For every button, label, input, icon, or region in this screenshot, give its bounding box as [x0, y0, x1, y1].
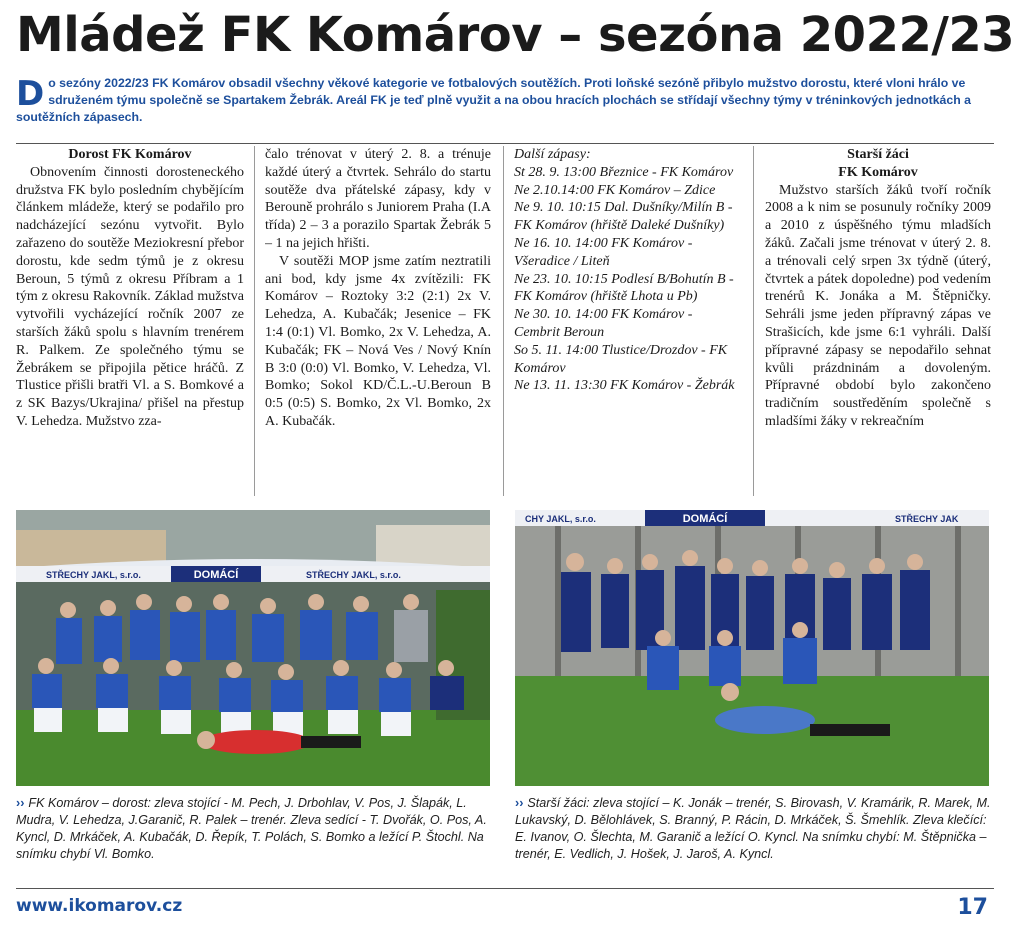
banner-left: STŘECHY JAKL, s.r.o. — [46, 570, 141, 580]
team-photo-zaci-illustration — [515, 510, 989, 786]
column-divider — [503, 146, 504, 496]
match-item: So 5. 11. 14:00 Tlustice/Drozdov - FK Komárov — [514, 342, 728, 376]
dorost-p2: V soutěži MOP jsme zatím neztratili ani bod, kdy jsme 4x zvítězili: FK Komárov – Roztoky 3:2 (2:1) 2x V. Lehedza, A. Kubačák; Jesenice – FK 1:4 (0:1) Vl. Bomko, 2x V. Lehedza, A. Kubačák; FK – Nová Ves / Nový Knín B 3:0 (0:0) Vl. Bomko, V. Lehedza, Vl. Bomko; Sokol KD/Č.L.-U.Beroun B 0:5 (0:5) S. Bomko, 2x Vl. Bomko, 2x A. Kubačák. — [265, 253, 491, 429]
match-item: Ne 13. 11. 13:30 FK Komárov - Žebrák — [514, 378, 735, 394]
team-photo-dorost-illustration — [16, 510, 490, 786]
footer-url-link[interactable]: www.ikomarov.cz — [16, 896, 183, 916]
match-item: Ne 9. 10. 10:15 Dal. Dušníky/Milín B - FK Komárov (hřiště Daleké Dušníky) — [514, 200, 733, 234]
caption-zaci-text: Starší žáci: zleva stojící – K. Jonák – trenér, S. Birovash, V. Kramárik, R. Marek, M. Lukavský, D. Bělohlávek, S. Branný, P. Rácin, D. Mrkáček, Š. Šmehlík. Zleva klečící: E. Ivanov, O. Šlechta, M. Garanič a ležící O. Kyncl. Na snímku chybí: M. Štěpnička – trenér, E. Vedlich, J. Hošek, J. Jaroš, A. Kyncl. — [515, 796, 991, 861]
top-divider — [16, 143, 994, 144]
column-divider — [753, 146, 754, 496]
team-photo-zaci — [515, 510, 989, 786]
banner-center: DOMÁCÍ — [682, 513, 728, 525]
drop-cap: D — [16, 74, 45, 114]
zaci-p1: Mužstvo starších žáků tvoří ročník 2008 a k nim se posunuly ročníky 2009 a 2010 z úspěšného týmu mladších žáků. Začali jsme trénovat v úterý 2. 8. a trénovali celý srpen 3x týdně (úterý, čtvrtek a pátek dopoledne) pod vedením trenérů K. Jonáka a M. Štěpničky. Sehráli jsme jeden přípravný zápas ve Strašicích, kde jsme 6:1 vyhráli. Další přípravné zápasy se nepodařilo sehnat kvůli prázdninám a dovoleným. Přípravné období bylo zakončeno tradičním soustředěním společně s mladšími žáky v rekreačním — [765, 182, 991, 429]
banner-right: STŘECHY JAK — [895, 514, 959, 524]
match-item: Ne 2.10.14:00 FK Komárov – Zdice — [514, 182, 716, 198]
caption-arrows-icon: ›› — [515, 796, 524, 810]
banner-center: DOMÁCÍ — [193, 569, 239, 581]
lead-text: o sezóny 2022/23 FK Komárov obsadil všechny věkové kategorie ve fotbalových soutěžích. Proti loňské sezóně přibylo mužstvo dorostu, které vloni hrálo ve sdruženém týmu společně se Spartakem Žebrák. Areál FK je teď plně využit a na obou hracích plochách se střídají všechny týmy v tréninkových jednotkách a soutěžních zápasech. — [16, 76, 971, 124]
dorost-heading: Dorost FK Komárov — [68, 147, 192, 162]
match-item: St 28. 9. 13:00 Březnice - FK Komárov — [514, 164, 734, 180]
matches-label: Další zápasy: — [514, 147, 591, 162]
team-photo-dorost — [16, 510, 490, 786]
match-item: Ne 23. 10. 10:15 Podlesí B/Bohutín B - FK Komárov (hřiště Lhota u Pb) — [514, 271, 734, 305]
dorost-column-2-visible — [265, 146, 491, 496]
caption-dorost-text: FK Komárov – dorost: zleva stojící - M. Pech, J. Drbohlav, V. Pos, J. Šlapák, L. Mudra, V. Lehedza, J.Garanič, R. Palek – trenér. Zleva sedící - T. Dvořák, O. Pos, A. Kyncl, D. Mrkáček, A. Kubačák, D. Řepík, T. Polách, S. Bomko a ležící P. Štochl. Na snímku chybí Vl. Bomko. — [16, 796, 487, 861]
column-divider — [254, 146, 255, 496]
bottom-divider — [16, 888, 994, 889]
page-number: 17 — [957, 895, 988, 920]
page-title: Mládež FK Komárov – sezóna 2022/23 — [16, 7, 1015, 63]
zaci-heading-2: FK Komárov — [838, 164, 918, 180]
banner-right: STŘECHY JAKL, s.r.o. — [306, 570, 401, 580]
match-item: Ne 16. 10. 14:00 FK Komárov - Všeradice / Liteň — [514, 235, 693, 269]
dorost-p1: Obnovením činnosti dorosteneckého družstva FK bylo posledním chybějícím článkem mládeže, který se podařilo pro nadcházející sezónu vytvořit. Bylo zařazeno do soutěže Meziokresní přebor dorostu, kde sedm týmů je z okresu Beroun, 5 týmů z okresu Příbram a 1 tým z okresu Rakovník. Základ mužstva vytvořili vycházející ročník 2007 ze starších žáků spolu s hlavním trenérem R. Palkem. Ze společného týmu se Žebrákem se připojila pětice hráčů. Z Tlustice přišli bratři Vl. a S. Bomkové a z SK Bazys/Ukrajina/ přišel na přestup V. Lehedza. Mužstvo zza- — [16, 164, 244, 429]
dorost-column-1 — [16, 146, 244, 496]
caption-dorost — [16, 795, 492, 863]
caption-arrows-icon: ›› — [16, 796, 25, 810]
matches-column — [514, 146, 740, 496]
dorost-text-1 — [16, 164, 244, 496]
zaci-column — [765, 146, 991, 496]
match-item: Ne 30. 10. 14:00 FK Komárov - Cembrit Beroun — [514, 307, 693, 340]
zaci-heading-1: Starší žáci — [847, 147, 909, 162]
lead-paragraph — [16, 75, 992, 126]
banner-left: CHY JAKL, s.r.o. — [525, 514, 596, 524]
dorost-p1-tail: čalo trénovat v úterý 2. 8. a trénuje každé úterý a čtvrtek. Sehrálo do startu soutěže dva přátelské zápasy, kdy v Berouně prohrálo s Juniorem Praha (I.A třída) 2 – 3 a porazilo Spartak Žebrák 5 – 1 na jejich hřišti. — [265, 147, 491, 251]
caption-zaci — [515, 795, 991, 863]
